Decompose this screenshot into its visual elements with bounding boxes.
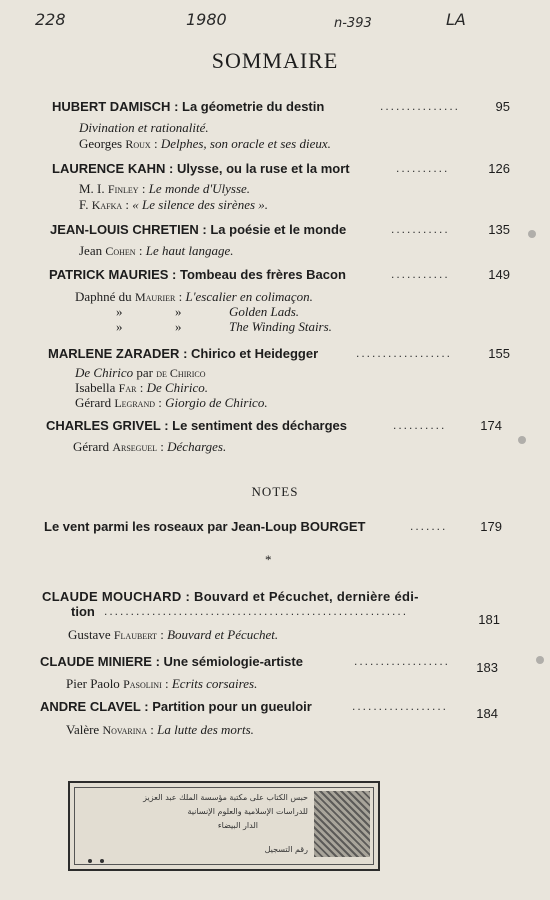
notes-entry-text: Le vent parmi les roseaux par Jean-Loup BOURGET bbox=[44, 519, 366, 534]
entry-heading: CLAUDE MINIERE : Une sémiologie-artiste bbox=[40, 654, 303, 669]
entry-author: CLAUDE MOUCHARD bbox=[42, 589, 182, 604]
leader-dots: ....... bbox=[410, 519, 448, 533]
subentry-sep: : bbox=[155, 395, 166, 410]
leader-dots: ........... bbox=[391, 267, 450, 281]
entry-heading: ANDRE CLAVEL : Partition pour un gueuloir bbox=[40, 699, 312, 714]
subentry-firstname: Gérard bbox=[73, 439, 113, 454]
subentry-sep: par bbox=[133, 365, 157, 380]
toc-entry bbox=[0, 99, 550, 117]
leader-dots: .................. bbox=[356, 346, 453, 360]
subentry-sep: : bbox=[161, 676, 172, 691]
subentry-work: De Chirico bbox=[75, 365, 134, 380]
subentry bbox=[116, 319, 123, 335]
entry-title: Partition pour un gueuloir bbox=[152, 699, 312, 714]
subentry-sep: : bbox=[138, 181, 149, 196]
subentry-author: Roux bbox=[125, 137, 151, 151]
entry-heading: MARLENE ZARADER : Chirico et Heidegger bbox=[48, 346, 319, 361]
toc-entry bbox=[0, 222, 550, 240]
entry-title: Bouvard et Pécuchet, dernière édi- bbox=[194, 589, 419, 604]
subentry-work: Golden Lads. bbox=[229, 304, 300, 319]
subentry bbox=[79, 197, 268, 213]
entry-author: PATRICK MAURIES bbox=[49, 267, 169, 282]
entry-heading: CLAUDE MOUCHARD : Bouvard et Pécuchet, dernière édi- bbox=[42, 589, 419, 604]
subentry-work: The Winding Stairs. bbox=[229, 319, 332, 334]
subentry-author: Novarina bbox=[102, 723, 147, 737]
subentry-work: La lutte des morts. bbox=[157, 722, 254, 737]
entry-page: 174 bbox=[480, 418, 502, 433]
toc-entry bbox=[0, 699, 550, 721]
notes-entry bbox=[0, 519, 550, 537]
subentry-sep: : bbox=[136, 380, 147, 395]
entry-heading: PATRICK MAURIES : Tombeau des frères Bacon bbox=[49, 267, 346, 282]
ditto-mark: » bbox=[175, 304, 182, 319]
subentry-work: « Le silence des sirènes ». bbox=[132, 197, 269, 212]
entry-page: 149 bbox=[488, 267, 510, 282]
subentry-author: Arseguel bbox=[112, 440, 158, 454]
subentry-author: Far bbox=[118, 381, 137, 395]
page-title: SOMMAIRE bbox=[211, 48, 339, 73]
subentry bbox=[116, 304, 123, 320]
entry-title: La poésie et le monde bbox=[210, 222, 347, 237]
toc-entry bbox=[0, 654, 550, 675]
entry-page: 135 bbox=[488, 222, 510, 237]
subentry-work: Ecrits corsaires. bbox=[171, 676, 258, 691]
stamp-emblem-icon bbox=[314, 791, 370, 857]
subentry bbox=[175, 319, 182, 335]
subentry-author: Cohen bbox=[105, 244, 136, 258]
entry-heading: JEAN-LOUIS CHRETIEN : La poésie et le monde bbox=[50, 222, 347, 237]
entry-author: JEAN-LOUIS CHRETIEN bbox=[50, 222, 199, 237]
subentry bbox=[75, 289, 313, 305]
subentry-firstname: Gérard bbox=[75, 395, 115, 410]
ditto-mark: » bbox=[116, 304, 123, 319]
subentry bbox=[175, 304, 182, 320]
stamp-text-line: ﺣﺒﺲ ﺍﻟﻜﺘﺎﺏ ﻋﻠﻰ ﻣﻜﺘﺒﺔ ﻣﺆﺳﺴﺔ ﺍﻟﻤﻠﻚ ﻋﺒﺪ ﺍﻟﻌﺰﻳﺰ bbox=[143, 793, 308, 802]
entry-author: ANDRE CLAVEL bbox=[40, 699, 141, 714]
subentry-firstname: Georges bbox=[79, 136, 126, 151]
subentry-work: L'escalier en colimaçon. bbox=[185, 289, 313, 304]
paper-blemish bbox=[518, 436, 526, 444]
library-stamp bbox=[68, 781, 380, 871]
handwritten-issue-number: n-393 bbox=[334, 16, 372, 31]
subentry-work: Le monde d'Ulysse. bbox=[148, 181, 251, 196]
subentry bbox=[75, 365, 205, 381]
leader-dots: .......... bbox=[393, 418, 447, 432]
leader-dots: .................. bbox=[352, 699, 449, 713]
subentry bbox=[79, 181, 250, 197]
entry-page: 184 bbox=[476, 706, 498, 721]
handwritten-number: 228 bbox=[35, 10, 66, 29]
toc-entry bbox=[0, 267, 550, 285]
stamp-dot-icon bbox=[100, 859, 104, 863]
entry-page: 183 bbox=[476, 660, 498, 675]
subentry-author: Maurier bbox=[134, 290, 176, 304]
entry-title: Une sémiologie-artiste bbox=[163, 654, 303, 669]
subentry-firstname: M. I. bbox=[79, 181, 108, 196]
notes-heading: NOTES bbox=[251, 484, 299, 499]
entry-title: Tombeau des frères Bacon bbox=[179, 267, 346, 282]
toc-entry bbox=[0, 161, 550, 179]
toc-entry bbox=[0, 418, 550, 436]
entry-author: MARLENE ZARADER bbox=[48, 346, 180, 361]
stamp-text-line: ﺍﻟﺪﺍﺭ ﺍﻟﺒﻴﻀﺎﺀ bbox=[217, 821, 258, 830]
entry-author: CHARLES GRIVEL bbox=[46, 418, 161, 433]
paper-blemish bbox=[536, 656, 544, 664]
subentry-work: Giorgio de Chirico. bbox=[165, 395, 268, 410]
subentry-author: Kafka bbox=[91, 198, 123, 212]
leader-dots: ........... bbox=[391, 222, 450, 236]
subentry bbox=[66, 676, 257, 692]
leader-dots: ............... bbox=[380, 99, 461, 113]
subentry-firstname: Pier Paolo bbox=[66, 676, 124, 691]
subentry-firstname: Valère bbox=[66, 722, 103, 737]
subentry-work: Delphes, son oracle et ses dieux. bbox=[160, 136, 331, 151]
subentry-firstname: Jean bbox=[79, 243, 106, 258]
stamp-text-line: ﺭﻗﻢ ﺍﻟﺘﺴﺠﻴﻞ bbox=[264, 845, 308, 854]
subentry-author: Finley bbox=[107, 182, 139, 196]
entry-title: Le sentiment des décharges bbox=[172, 418, 348, 433]
leader-dots: ......................................................... bbox=[104, 604, 409, 618]
toc-entry-continued bbox=[0, 604, 550, 627]
entry-title: La géometrie du destin bbox=[182, 99, 325, 114]
subentry-firstname: Isabella bbox=[75, 380, 119, 395]
subentry-firstname: F. bbox=[79, 197, 92, 212]
subentry-sep: : bbox=[135, 243, 146, 258]
ditto-mark: » bbox=[175, 319, 182, 334]
handwritten-initials: LA bbox=[446, 10, 466, 29]
subentry bbox=[68, 627, 278, 643]
toc-entry bbox=[0, 346, 550, 364]
stamp-dot-icon bbox=[88, 859, 92, 863]
subentry-firstname: Gustave bbox=[68, 627, 114, 642]
subentry-work: Le haut langage. bbox=[145, 243, 234, 258]
entry-page: 126 bbox=[488, 161, 510, 176]
separator-asterisk: * bbox=[265, 552, 272, 567]
subentry bbox=[79, 136, 331, 152]
subentry-author: Pasolini bbox=[123, 677, 162, 691]
entry-author: LAURENCE KAHN bbox=[52, 161, 166, 176]
entry-title: Chirico et Heidegger bbox=[191, 346, 319, 361]
subentry bbox=[79, 243, 233, 259]
entry-page: 95 bbox=[495, 99, 510, 114]
subentry-author: Flaubert bbox=[113, 628, 157, 642]
entry-page: 179 bbox=[480, 519, 502, 534]
subentry-sep: : bbox=[150, 136, 161, 151]
entry-page: 155 bbox=[488, 346, 510, 361]
subentry bbox=[75, 380, 208, 396]
subentry-sep: : bbox=[156, 627, 168, 642]
subentry-work: Décharges. bbox=[167, 439, 227, 454]
entry-title: Ulysse, ou la ruse et la mort bbox=[176, 161, 350, 176]
subentry-sep: : bbox=[175, 289, 186, 304]
subentry bbox=[73, 439, 226, 455]
subentry-author: de Chirico bbox=[156, 366, 206, 380]
handwritten-year: 1980 bbox=[186, 10, 227, 29]
entry-author: HUBERT DAMISCH bbox=[52, 99, 171, 114]
entry-page: 181 bbox=[478, 612, 500, 627]
subentry-firstname: Daphné du bbox=[75, 289, 135, 304]
stamp-text-line: ﻟﻠﺪﺭﺍﺳﺎﺕ ﺍﻹﺳﻼﻣﻴﺔ ﻭﺍﻟﻌﻠﻮﻡ ﺍﻹﻧﺴﺎﻧﻴﺔ bbox=[187, 807, 308, 816]
entry-author: CLAUDE MINIERE bbox=[40, 654, 152, 669]
entry-heading: LAURENCE KAHN : Ulysse, ou la ruse et la mort bbox=[52, 161, 350, 176]
subentry bbox=[75, 395, 268, 411]
subentry-sep: : bbox=[146, 722, 158, 737]
subentry: Divination et rationalité. bbox=[79, 120, 209, 135]
paper-blemish bbox=[528, 230, 536, 238]
subentry-work: Bouvard et Pécuchet. bbox=[167, 627, 279, 642]
subentry-work: De Chirico. bbox=[146, 380, 208, 395]
leader-dots: .......... bbox=[396, 161, 450, 175]
subentry-sep: : bbox=[157, 439, 168, 454]
entry-heading: HUBERT DAMISCH : La géometrie du destin bbox=[52, 99, 325, 114]
entry-heading: CHARLES GRIVEL : Le sentiment des décharges bbox=[46, 418, 348, 433]
subentry-author: Legrand bbox=[114, 396, 156, 410]
ditto-mark: » bbox=[116, 319, 123, 334]
leader-dots: .................. bbox=[354, 654, 451, 668]
entry-title-continued: tion bbox=[71, 604, 95, 619]
subentry-sep: : bbox=[122, 197, 133, 212]
subentry bbox=[66, 722, 254, 738]
